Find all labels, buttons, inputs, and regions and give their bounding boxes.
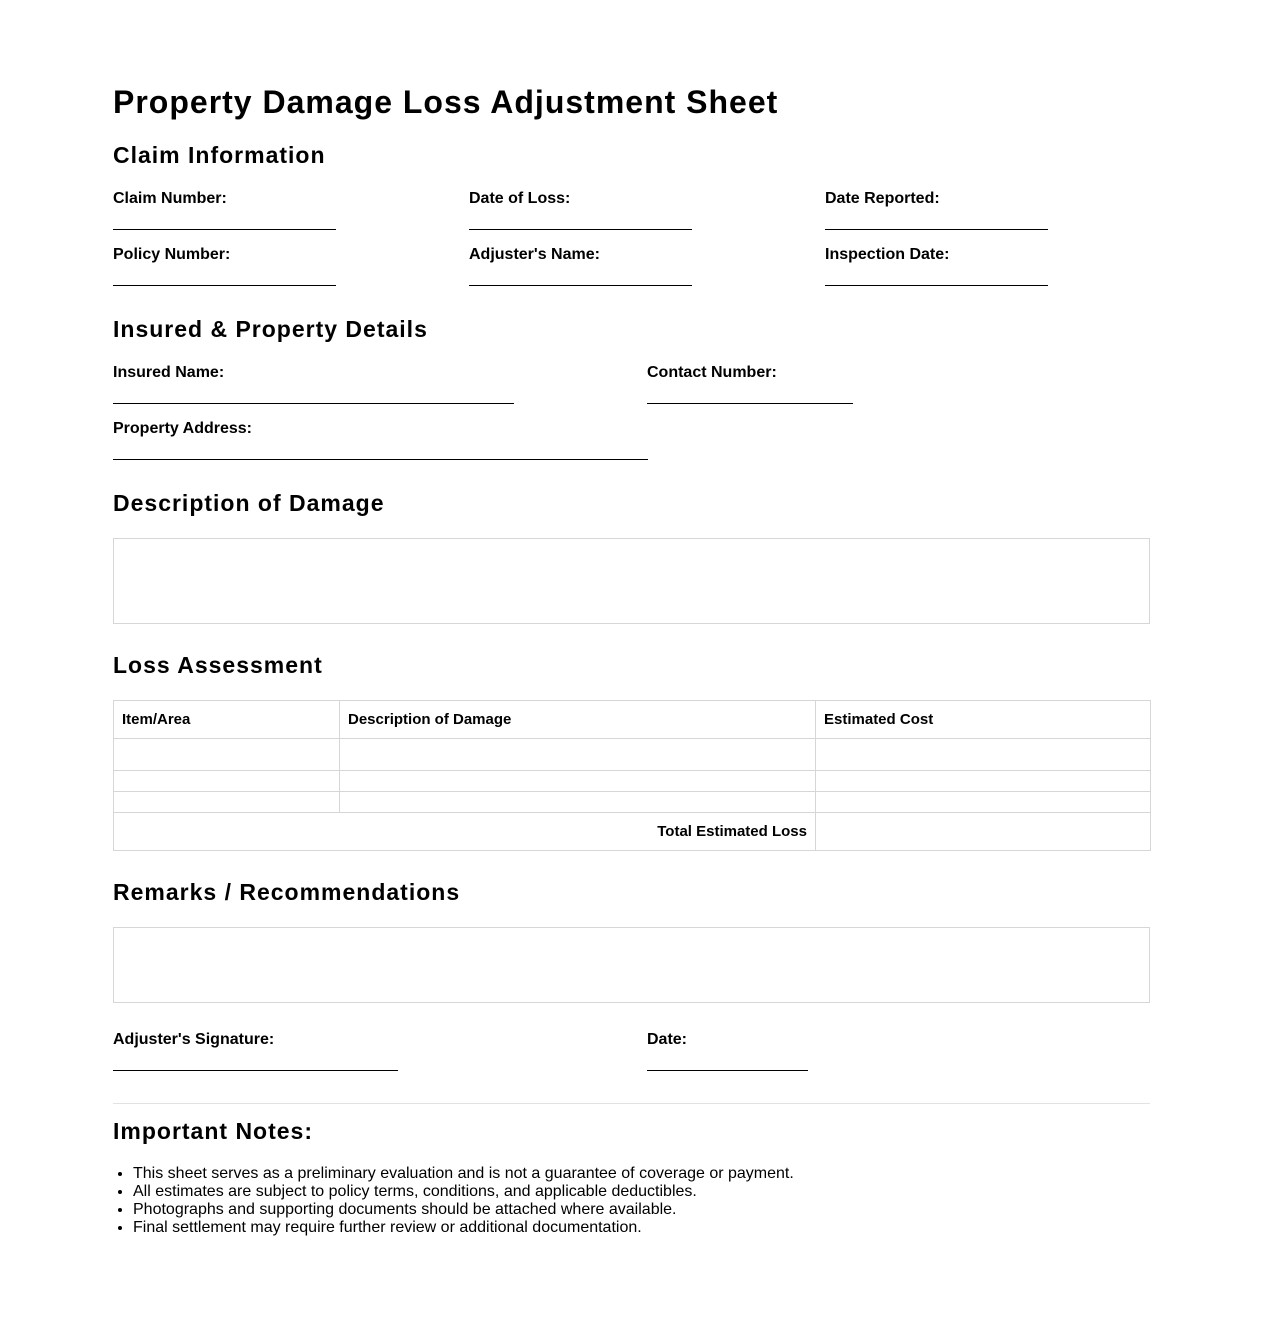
document-title: Property Damage Loss Adjustment Sheet — [113, 84, 779, 120]
estimated-cost-cell[interactable] — [816, 771, 1151, 792]
damage-description-box[interactable] — [113, 538, 1150, 624]
item-area-cell[interactable] — [114, 792, 340, 813]
estimated-cost-cell[interactable] — [816, 792, 1151, 813]
table-row — [114, 771, 1151, 792]
loss-assessment-heading: Loss Assessment — [113, 652, 323, 678]
loss-assessment-table — [113, 700, 1151, 851]
list-item: • Photographs and supporting documents should be attached where available. — [133, 1201, 1150, 1219]
table-row — [114, 739, 1151, 771]
description-cell[interactable] — [340, 739, 816, 771]
adjuster-name-label: Adjuster's Name: — [469, 246, 600, 263]
remarks-heading: Remarks / Recommendations — [113, 879, 461, 905]
total-row — [114, 813, 1151, 851]
insured-name-line[interactable] — [113, 403, 514, 404]
claim-number-line[interactable] — [113, 229, 336, 230]
signature-date-label: Date: — [647, 1031, 688, 1048]
column-header-description: Description of Damage — [340, 701, 816, 739]
description-cell[interactable] — [340, 771, 816, 792]
list-item: • All estimates are subject to policy terms, conditions, and applicable deductibles. — [133, 1183, 1150, 1201]
estimated-cost-cell[interactable] — [816, 739, 1151, 771]
table-row — [114, 792, 1151, 813]
contact-number-label: Contact Number: — [647, 364, 777, 381]
adjuster-signature-label: Adjuster's Signature: — [113, 1031, 275, 1048]
policy-number-line[interactable] — [113, 285, 336, 286]
important-notes-list — [113, 1165, 1150, 1237]
claim-number-label: Claim Number: — [113, 190, 227, 207]
description-of-damage-heading: Description of Damage — [113, 490, 385, 516]
list-item: • Final settlement may require further review or additional documentation. — [133, 1219, 1150, 1237]
inspection-date-label: Inspection Date: — [825, 246, 950, 263]
item-area-cell[interactable] — [114, 771, 340, 792]
column-header-estimated-cost: Estimated Cost — [816, 701, 1151, 739]
insured-name-label: Insured Name: — [113, 364, 225, 381]
item-area-cell[interactable] — [114, 739, 340, 771]
signature-date-line[interactable] — [647, 1070, 808, 1071]
adjuster-name-line[interactable] — [469, 285, 692, 286]
property-address-label: Property Address: — [113, 420, 252, 437]
section-divider — [113, 1103, 1150, 1104]
inspection-date-line[interactable] — [825, 285, 1048, 286]
table-header-row — [114, 701, 1151, 739]
total-estimated-loss-label: Total Estimated Loss — [114, 813, 816, 851]
contact-number-line[interactable] — [647, 403, 853, 404]
property-address-line[interactable] — [113, 459, 648, 460]
policy-number-label: Policy Number: — [113, 246, 231, 263]
important-notes-heading: Important Notes: — [113, 1118, 313, 1144]
date-of-loss-label: Date of Loss: — [469, 190, 571, 207]
claim-information-heading: Claim Information — [113, 142, 326, 168]
remarks-box[interactable] — [113, 927, 1150, 1003]
total-estimated-loss-cell[interactable] — [816, 813, 1151, 851]
list-item: • This sheet serves as a preliminary evaluation and is not a guarantee of coverage or payment. — [133, 1165, 1150, 1183]
date-reported-line[interactable] — [825, 229, 1048, 230]
insured-property-heading: Insured & Property Details — [113, 316, 428, 342]
column-header-item-area: Item/Area — [114, 701, 340, 739]
description-cell[interactable] — [340, 792, 816, 813]
date-of-loss-line[interactable] — [469, 229, 692, 230]
adjuster-signature-line[interactable] — [113, 1070, 398, 1071]
date-reported-label: Date Reported: — [825, 190, 940, 207]
